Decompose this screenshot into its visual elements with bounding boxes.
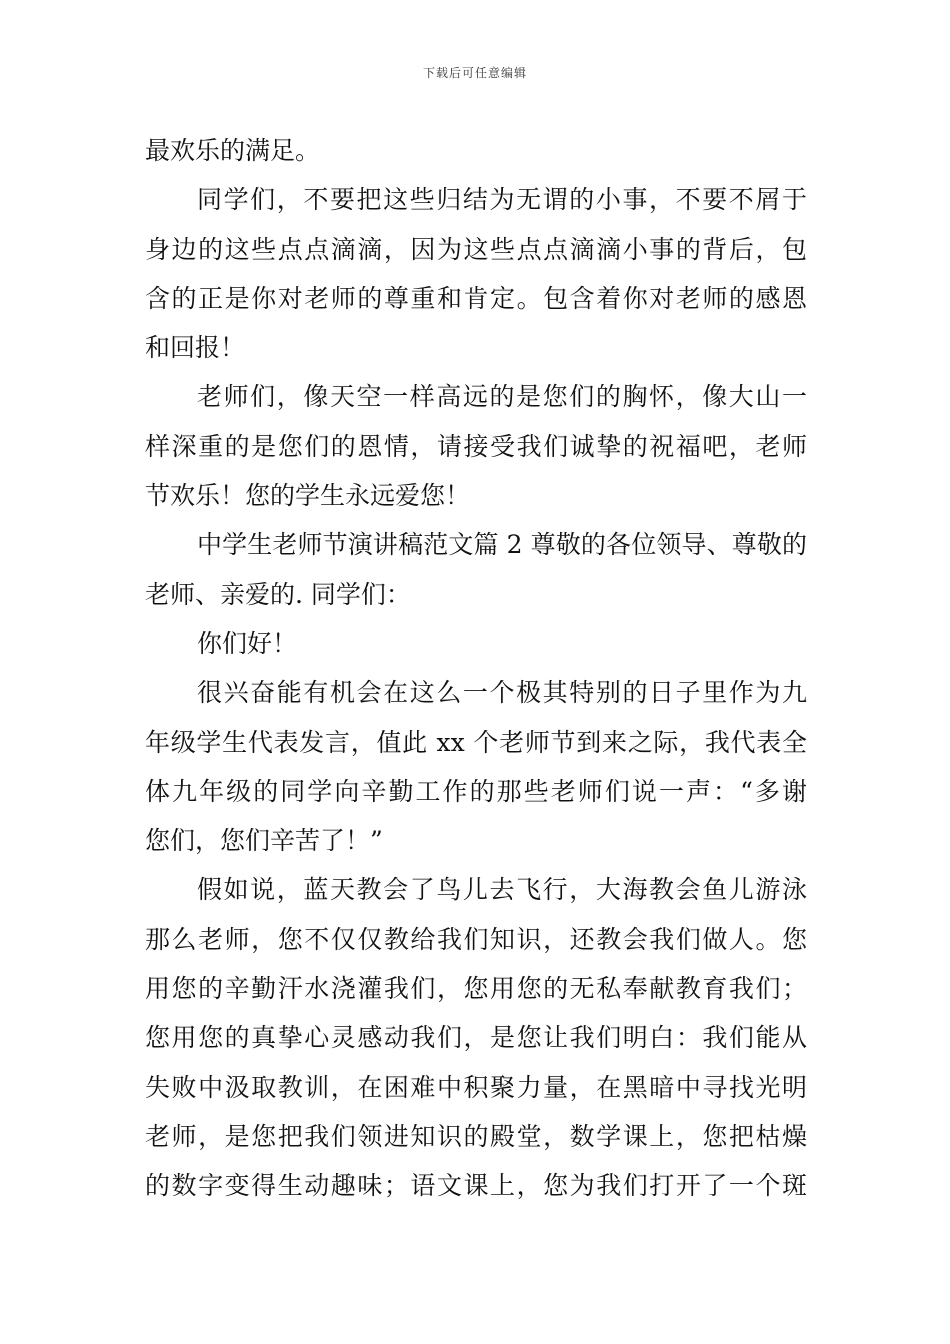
text-line: 最欢乐的满足。 [145, 136, 321, 165]
text-line: 节欢乐！您的学生永远爱您！ [145, 481, 471, 511]
text-line: 中学生老师节演讲稿范文篇 2 尊敬的各位领导、尊敬的 [197, 530, 807, 560]
text-line: 假如说，蓝天教会了鸟儿去飞行，大海教会鱼儿游泳 [197, 875, 807, 905]
text-line: 您们，您们辛苦了！” [145, 826, 383, 856]
text-line: 样深重的是您们的恩情，请接受我们诚挚的祝福吧，老师 [145, 431, 807, 461]
text-line: 很兴奋能有机会在这么一个极其特别的日子里作为九 [197, 678, 807, 708]
text-line: 失败中汲取教训，在困难中积聚力量，在黑暗中寻找光明 [145, 1072, 807, 1102]
text-line: 您用您的真挚心灵感动我们，是您让我们明白：我们能从 [145, 1023, 807, 1053]
header-note: 下载后可任意编辑 [422, 66, 527, 80]
text-line: 含的正是你对老师的尊重和肯定。包含着你对老师的感恩 [145, 283, 807, 313]
text-line: 体九年级的同学向辛勤工作的那些老师们说一声：“多谢 [145, 776, 807, 806]
text-line: 的数字变得生动趣味；语文课上，您为我们打开了一个斑 [145, 1171, 807, 1201]
text-line: 年级学生代表发言，值此 xx 个老师节到来之际，我代表全 [145, 727, 807, 757]
text-line: 同学们，不要把这些归结为无谓的小事，不要不屑于 [197, 185, 807, 215]
document-body [145, 126, 807, 1211]
text-line: 老师们，像天空一样高远的是您们的胸怀，像大山一 [197, 382, 807, 412]
text-line: 和回报！ [145, 333, 246, 363]
text-line: 那么老师，您不仅仅教给我们知识，还教会我们做人。您 [145, 924, 807, 954]
text-line: 身边的这些点点滴滴，因为这些点点滴滴小事的背后，包 [145, 234, 807, 264]
text-line: 用您的辛勤汗水浇灌我们，您用您的无私奉献教育我们； [145, 974, 807, 1004]
text-line: 老师，是您把我们领进知识的殿堂，数学课上，您把枯燥 [145, 1121, 807, 1151]
text-line: 你们好！ [197, 628, 298, 658]
text-line: 老师、亲爱的. 同学们： [145, 579, 411, 609]
